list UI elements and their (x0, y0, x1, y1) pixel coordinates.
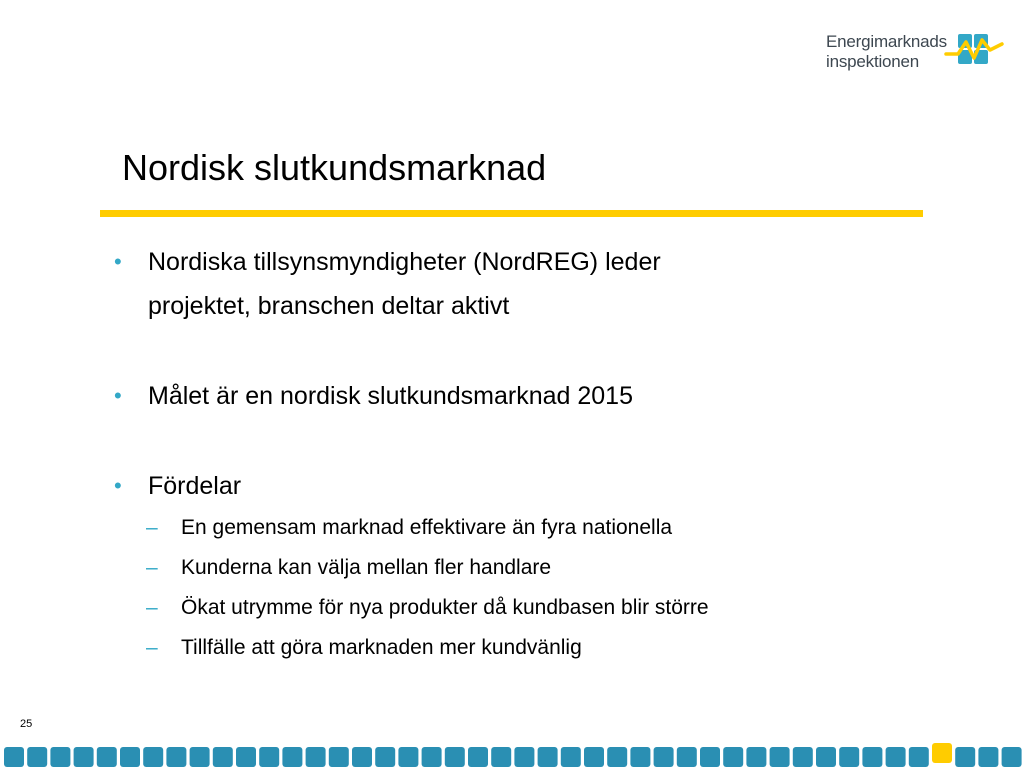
bullet-item (112, 374, 912, 418)
sub-bullet-marker: – (146, 556, 158, 579)
bullet-marker: • (114, 383, 122, 408)
footer-tile (398, 747, 418, 767)
page-number: 25 (20, 718, 33, 730)
footer-tile (143, 747, 163, 767)
logo-line-1: Energimarknads (826, 32, 947, 51)
footer-tile (909, 747, 929, 767)
logo-text (826, 32, 947, 72)
footer-tile (97, 747, 117, 767)
footer-tile (886, 747, 906, 767)
footer-tile (468, 747, 488, 767)
sub-bullet-item (112, 594, 912, 621)
footer-tile (514, 747, 534, 767)
sub-bullet-text: Tillfälle att göra marknaden mer kundvänlig (181, 636, 582, 659)
footer-tile (630, 747, 650, 767)
footer-tile (445, 747, 465, 767)
footer-tile (677, 747, 697, 767)
footer-tile (816, 747, 836, 767)
footer-tile (74, 747, 94, 767)
footer-tile (538, 747, 558, 767)
sub-bullet-marker: – (146, 516, 158, 539)
sub-bullet-text: Kunderna kan välja mellan fler handlare (181, 556, 552, 579)
footer-tile (352, 747, 372, 767)
footer-tile (236, 747, 256, 767)
footer-tile (700, 747, 720, 767)
bullet-text-line-2: projektet, branschen deltar aktivt (148, 292, 510, 320)
footer-tile (422, 747, 442, 767)
energy-logo-mark-icon (944, 32, 1004, 68)
footer-tile (491, 747, 511, 767)
bullet-text: Målet är en nordisk slutkundsmarknad 2015 (148, 382, 633, 410)
footer-tile (190, 747, 210, 767)
sub-bullet-item (112, 554, 912, 581)
sub-bullet-item (112, 634, 912, 661)
sub-bullet-marker: – (146, 596, 158, 619)
footer-tile (793, 747, 813, 767)
footer-tile (375, 747, 395, 767)
footer-tile (723, 747, 743, 767)
footer-tile (120, 747, 140, 767)
footer-tile (770, 747, 790, 767)
sub-bullet-text: Ökat utrymme för nya produkter då kundbasen blir större (181, 596, 709, 619)
bullet-marker: • (114, 249, 122, 274)
footer-tile (561, 747, 581, 767)
bullet-marker: • (114, 473, 122, 498)
footer-tile (213, 747, 233, 767)
footer-tile (746, 747, 766, 767)
bullet-item (112, 464, 912, 508)
footer-tile (306, 747, 326, 767)
footer-tile (862, 747, 882, 767)
logo-line-2: inspektionen (826, 52, 920, 71)
sub-bullet-list (112, 514, 912, 661)
bullet-text-line-1: Nordiska tillsynsmyndigheter (NordREG) leder (148, 248, 661, 276)
footer-tile (1002, 747, 1022, 767)
footer-tile (50, 747, 70, 767)
footer-tile (27, 747, 47, 767)
slide-title: Nordisk slutkundsmarknad (122, 147, 547, 188)
footer-tile (839, 747, 859, 767)
footer-tile (4, 747, 24, 767)
logo (826, 32, 1016, 70)
footer-tile (584, 747, 604, 767)
footer-tile (259, 747, 279, 767)
title-underline (100, 210, 923, 217)
sub-bullet-item (112, 514, 912, 541)
footer-tile (654, 747, 674, 767)
footer-tile (329, 747, 349, 767)
sub-bullet-text: En gemensam marknad effektivare än fyra nationella (181, 516, 673, 539)
bullet-item (112, 240, 912, 328)
footer-tile (978, 747, 998, 767)
sub-bullet-marker: – (146, 636, 158, 659)
slide-content (112, 240, 912, 661)
bullet-text: Fördelar (148, 472, 242, 500)
footer-tile (607, 747, 627, 767)
footer-tile-strip (0, 743, 1024, 768)
footer-tile (282, 747, 302, 767)
footer-tile (166, 747, 186, 767)
footer-tile-highlight (932, 743, 952, 763)
footer-tile (955, 747, 975, 767)
